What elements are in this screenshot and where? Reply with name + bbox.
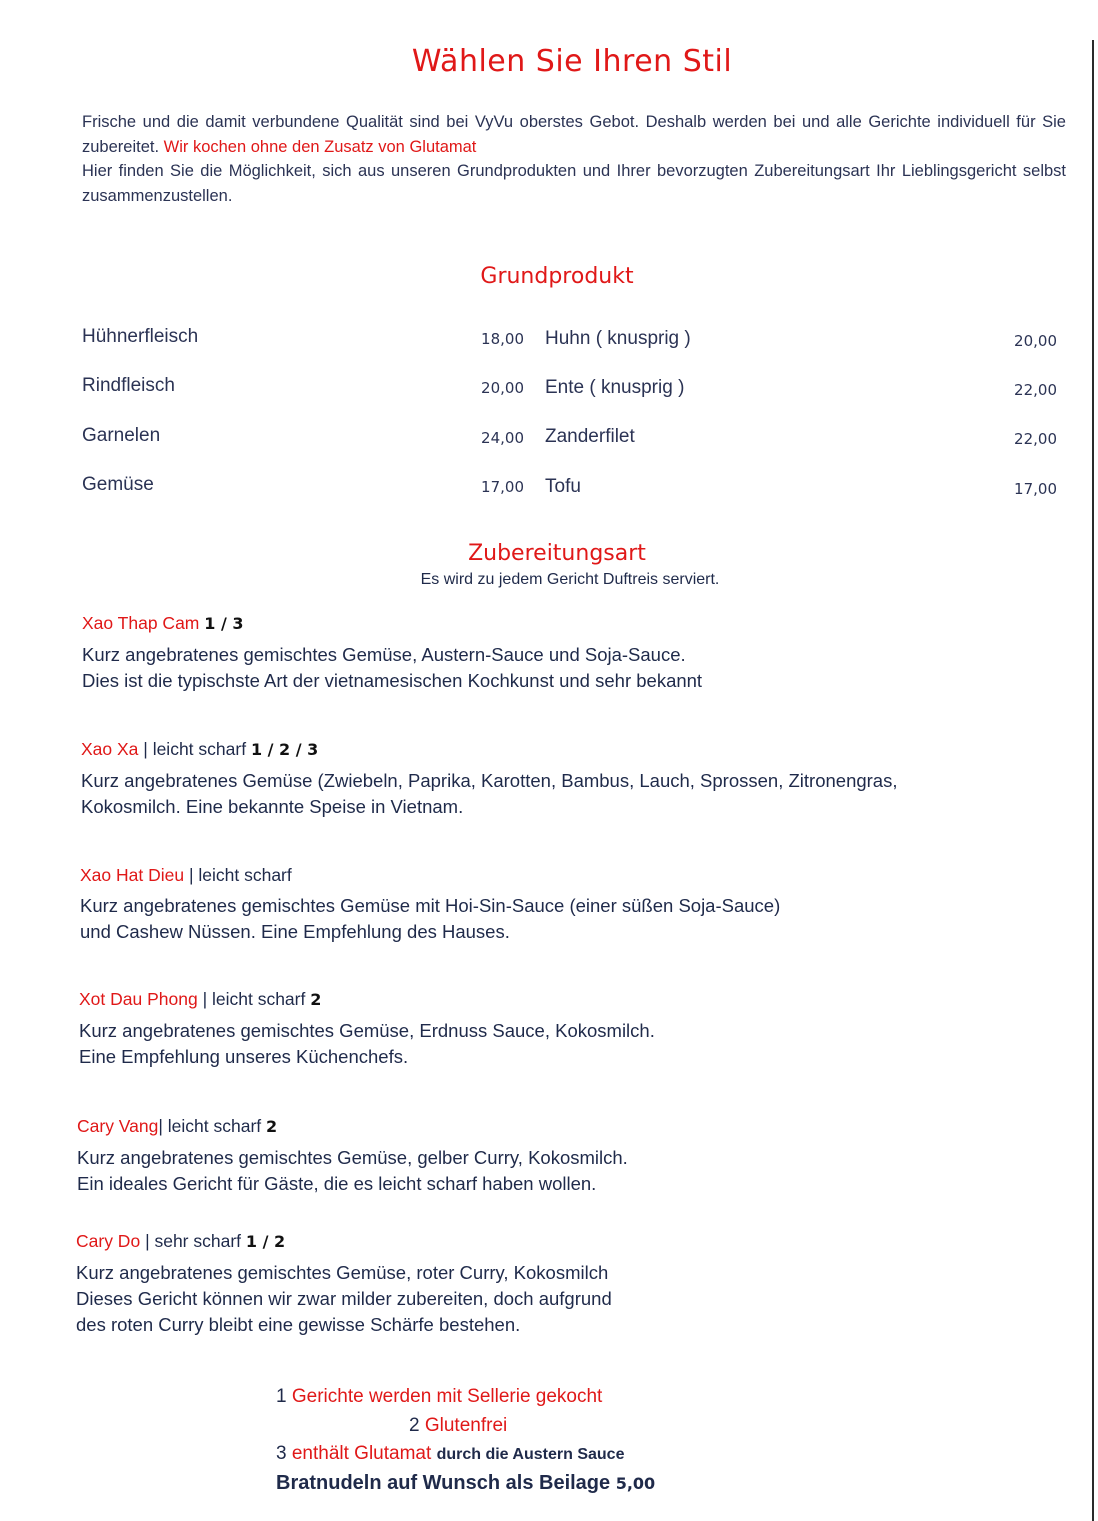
product-row [82,474,524,500]
dish-spiciness: | sehr scharf [145,1231,242,1251]
dish-description-line: des roten Curry bleibt eine gewisse Schärfe bestehen. [76,1314,521,1335]
footnote-text: Gerichte werden mit Sellerie gekocht [291,1386,603,1407]
dish-name: Cary Vang [77,1116,159,1136]
dish-description-line: Ein ideales Gericht für Gäste, die es leicht scharf haben wollen. [77,1173,597,1194]
product-row [545,426,1057,452]
footnote-number: 3 [276,1443,287,1464]
footnote-number: 2 [409,1415,420,1436]
footnote-number: 1 [276,1386,287,1407]
product-price: 22,00 [1014,381,1057,399]
product-row [545,377,1057,403]
dish-item [77,1114,1037,1197]
dish-name: Xot Dau Phong [79,989,198,1009]
intro-text [82,110,1066,208]
product-price: 20,00 [1014,332,1057,350]
footnote-item [276,1443,624,1465]
dish-item [81,737,1041,820]
dish-allergen-numbers: 2 [266,1117,278,1136]
dish-allergen-numbers: 1 / 3 [204,614,244,633]
page-title: Wählen Sie Ihren Stil [411,44,733,79]
dish-allergen-numbers: 1 / 2 / 3 [250,740,319,759]
footnote-item [276,1386,602,1408]
dish-name: Xao Hat Dieu [80,865,185,885]
footnote-extra: durch die Austern Sauce [436,1446,625,1463]
dish-name: Xao Thap Cam [82,613,200,633]
footnote-text: enthält Glutamat [291,1443,432,1464]
product-row [82,375,524,401]
product-price: 24,00 [481,429,524,447]
dish-description-line: Kurz angebratenes gemischtes Gemüse, roter Curry, Kokosmilch [76,1262,609,1283]
dish-description-line: Kurz angebratenes Gemüse (Zwiebeln, Paprika, Karotten, Bambus, Lauch, Sprossen, Zitronengras, [81,770,898,791]
product-row [545,328,1057,354]
dish-item [79,987,1039,1070]
dish-spiciness: | leicht scharf [202,989,306,1009]
dish-allergen-numbers: 2 [310,990,322,1009]
product-row [82,326,524,352]
product-name: Ente ( knusprig ) [545,377,685,398]
product-name: Zanderfilet [545,426,635,447]
product-price: 20,00 [481,379,524,397]
dish-description-line: Eine Empfehlung unseres Küchenchefs. [79,1046,409,1067]
product-name: Gemüse [82,474,154,495]
dish-spiciness: | leicht scharf [188,865,292,885]
product-price: 17,00 [481,478,524,496]
product-price: 18,00 [481,330,524,348]
dish-name: Xao Xa [81,739,139,759]
intro-line-2: Hier finden Sie die Möglichkeit, sich aus unseren Grundprodukten und Ihrer bevorzugten Zubereitungsart Ihr Lieblingsgericht selbst zusammenzustellen. [82,162,1066,205]
product-name: Hühnerfleisch [82,326,199,347]
footnote-text: Glutenfrei [424,1415,508,1436]
product-price: 17,00 [1014,480,1057,498]
side-dish-line [276,1472,655,1495]
dish-description-line: Kurz angebratenes gemischtes Gemüse, Austern-Sauce und Soja-Sauce. [82,644,686,665]
dish-spiciness: | leicht scharf [158,1116,262,1136]
dish-item [76,1229,1036,1338]
scan-edge-line [1092,40,1094,1521]
dish-item [80,863,1040,945]
dish-description-line: Kurz angebratenes gemischtes Gemüse, Erdnuss Sauce, Kokosmilch. [79,1020,655,1041]
dish-description-line: Kurz angebratenes gemischtes Gemüse, gelber Curry, Kokosmilch. [77,1147,628,1168]
dish-description-line: Kokosmilch. Eine bekannte Speise in Vietnam. [81,796,464,817]
product-row [82,425,524,451]
section-heading-grundprodukt: Grundprodukt [480,264,634,289]
product-name: Tofu [545,476,581,497]
footnote-item [409,1415,507,1437]
dish-allergen-numbers: 1 / 2 [245,1232,286,1251]
rice-note: Es wird zu jedem Gericht Duftreis serviert. [420,571,720,588]
side-dish-price: 5,00 [615,1474,656,1493]
side-dish-label: Bratnudeln auf Wunsch als Beilage [276,1472,611,1494]
product-name: Garnelen [82,425,161,446]
product-name: Huhn ( knusprig ) [545,328,691,349]
dish-spiciness: | leicht scharf [143,739,247,759]
dish-description-line: und Cashew Nüssen. Eine Empfehlung des Hauses. [80,921,510,942]
dish-description-line: Dieses Gericht können wir zwar milder zubereiten, doch aufgrund [76,1288,612,1309]
intro-glutamat-note: Wir kochen ohne den Zusatz von Glutamat [163,137,477,156]
section-heading-zubereitungsart: Zubereitungsart [468,541,646,566]
intro-line-1: Frische und die damit verbundene Qualität sind bei VyVu oberstes Gebot. Deshalb werden bei und alle Gerichte individuell für Sie zubereitet. [82,113,1066,156]
product-name: Rindfleisch [82,375,175,396]
product-row [545,476,1057,502]
dish-name: Cary Do [76,1231,141,1251]
dish-item [82,611,1042,694]
dish-description-line: Dies ist die typischste Art der vietnamesischen Kochkunst und sehr bekannt [82,670,703,691]
product-price: 22,00 [1014,430,1057,448]
dish-description-line: Kurz angebratenes gemischtes Gemüse mit Hoi-Sin-Sauce (einer süßen Soja-Sauce) [80,895,781,916]
